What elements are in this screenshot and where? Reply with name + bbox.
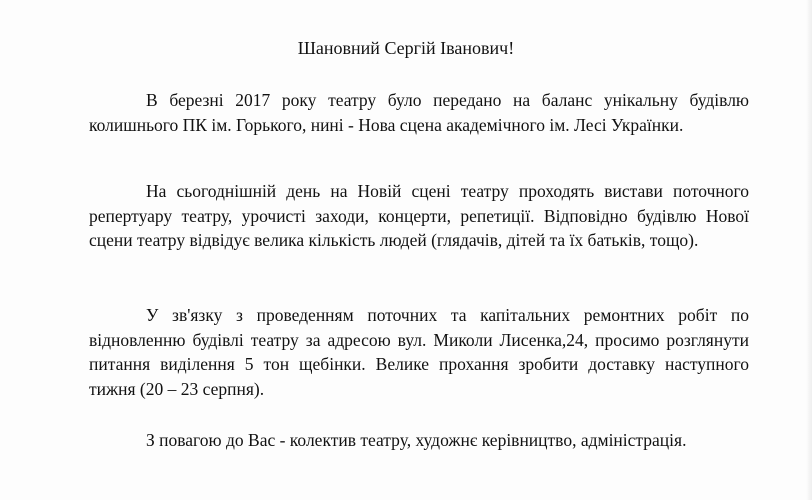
paragraph-building-transfer: В березні 2017 року театру було передано на баланс унікальну будівлю колишнього ПК ім. Горького, нині - Нова сцена академічного ім. Лесі Українки. bbox=[89, 90, 749, 135]
salutation: Шановний Сергій Іванович! bbox=[297, 38, 515, 58]
paragraph-current-use: На сьогоднішній день на Новій сцені театру проходять вистави поточного репертуару театру, урочисті заходи, концерти, репетиції. Відповідно будівлю Нової сцени театру відвідує велика кількість людей (глядачів, дітей та їх батьків, тощо). bbox=[89, 181, 749, 250]
paragraph-closing: З повагою до Вас - колектив театру, художнє керівництво, адміністрація. bbox=[146, 430, 687, 450]
paragraph-request: У зв'язку з проведенням поточних та капітальних ремонтних робіт по відновленню будівлі театру за адресою вул. Миколи Лисенка,24, просимо розглянути питання виділення 5 тон щебінки. Велике прохання зробити доставку наступного тижня (20 – 23 серпня). bbox=[89, 305, 749, 399]
page-edge-shadow bbox=[806, 0, 812, 500]
